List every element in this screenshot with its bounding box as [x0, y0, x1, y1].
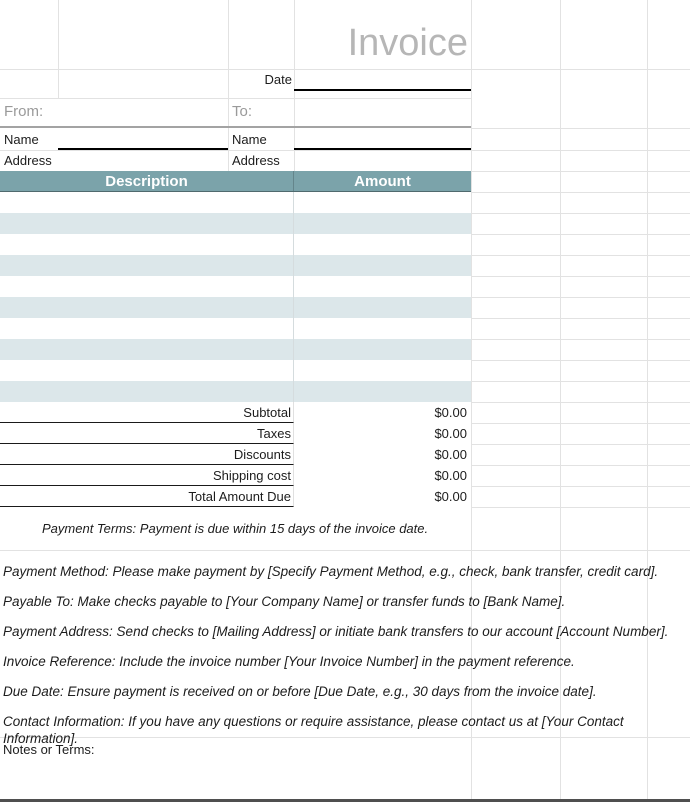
description-cell[interactable]: [0, 318, 294, 339]
payment-note-line: Contact Information: If you have any questions or require assistance, please contact us at [Your Contact Information].: [3, 714, 624, 746]
description-cell[interactable]: [0, 213, 294, 234]
gridline: [471, 234, 690, 235]
to-address-label: Address: [232, 153, 280, 168]
total-label: Discounts: [0, 444, 294, 465]
amount-cell[interactable]: [294, 234, 471, 255]
gridline: [471, 128, 690, 129]
description-cell[interactable]: [0, 381, 294, 402]
notes-or-terms-label: Notes or Terms:: [3, 742, 95, 757]
invoice-title: Invoice: [347, 22, 468, 64]
table-row: [0, 213, 471, 234]
gridline: [471, 171, 690, 172]
payment-notes-section: [3, 563, 687, 746]
to-name-input-cell[interactable]: [294, 128, 471, 150]
from-address-input-cell[interactable]: [58, 150, 228, 171]
total-label: Total Amount Due: [0, 486, 294, 507]
from-heading: From:: [4, 103, 44, 120]
amount-cell[interactable]: [294, 213, 471, 234]
to-name-label: Name: [232, 132, 267, 147]
gridline: [0, 98, 471, 99]
total-row: [0, 402, 471, 423]
table-row: [0, 276, 471, 297]
description-cell[interactable]: [0, 360, 294, 381]
amount-cell[interactable]: [294, 192, 471, 213]
amount-cell[interactable]: [294, 318, 471, 339]
table-row: [0, 234, 471, 255]
payment-note-line: Payable To: Make checks payable to [Your Company Name] or transfer funds to [Bank Name].: [3, 594, 566, 609]
total-row: [0, 423, 471, 444]
totals-section: [0, 402, 471, 507]
table-row: [0, 381, 471, 402]
amount-cell[interactable]: [294, 297, 471, 318]
payment-note-line: Invoice Reference: Include the invoice number [Your Invoice Number] in the payment reference.: [3, 654, 575, 669]
gridline: [228, 0, 229, 171]
notes-input-cell[interactable]: [0, 738, 690, 799]
from-name-label: Name: [4, 132, 39, 147]
total-value-cell[interactable]: $0.00: [434, 426, 467, 441]
payment-note-line: Payment Address: Send checks to [Mailing Address] or initiate bank transfers to our account [Account Number].: [3, 624, 669, 639]
total-row: [0, 486, 471, 507]
table-header-row: [0, 171, 471, 192]
table-row: [0, 192, 471, 213]
payment-note-line: Payment Method: Please make payment by [Specify Payment Method, e.g., check, bank transfer, credit card].: [3, 564, 659, 579]
description-cell[interactable]: [0, 255, 294, 276]
total-row: [0, 465, 471, 486]
total-value-cell[interactable]: $0.00: [434, 468, 467, 483]
gridline: [471, 318, 690, 319]
payment-note-line: Due Date: Ensure payment is received on or before [Due Date, e.g., 30 days from the invoice date].: [3, 684, 597, 699]
gridline: [471, 360, 690, 361]
total-label: Shipping cost: [0, 465, 294, 486]
description-cell[interactable]: [0, 234, 294, 255]
total-label: Subtotal: [0, 402, 294, 423]
gridline: [471, 444, 690, 445]
gridline: [471, 297, 690, 298]
amount-cell[interactable]: [294, 360, 471, 381]
description-cell[interactable]: [0, 297, 294, 318]
table-row: [0, 360, 471, 381]
gridline: [471, 465, 690, 466]
description-cell[interactable]: [0, 339, 294, 360]
gridline: [58, 0, 59, 98]
description-column-header: Description: [0, 171, 294, 191]
gridline: [471, 486, 690, 487]
table-row: [0, 339, 471, 360]
gridline: [471, 276, 690, 277]
gridline: [471, 255, 690, 256]
description-cell[interactable]: [0, 276, 294, 297]
total-label: Taxes: [0, 423, 294, 444]
line-items-table: [0, 192, 471, 402]
to-address-input-cell[interactable]: [294, 150, 471, 171]
date-input-cell[interactable]: [294, 69, 471, 91]
from-name-input-cell[interactable]: [58, 128, 228, 150]
payment-terms-note: Payment Terms: Payment is due within 15 days of the invoice date.: [42, 521, 429, 536]
gridline: [471, 423, 690, 424]
bottom-border-bar: [0, 799, 690, 802]
description-cell[interactable]: [0, 192, 294, 213]
amount-cell[interactable]: [294, 339, 471, 360]
gridline: [471, 192, 690, 193]
gridline: [471, 507, 690, 508]
date-label: Date: [264, 72, 292, 87]
gridline: [0, 550, 690, 551]
total-value-cell[interactable]: $0.00: [434, 447, 467, 462]
total-value-cell[interactable]: $0.00: [434, 489, 467, 504]
table-row: [0, 255, 471, 276]
gridline: [471, 402, 690, 403]
amount-cell[interactable]: [294, 276, 471, 297]
amount-column-header: Amount: [354, 172, 411, 190]
gridline: [471, 339, 690, 340]
gridline: [471, 381, 690, 382]
table-row: [0, 297, 471, 318]
gridline: [471, 213, 690, 214]
amount-cell[interactable]: [294, 255, 471, 276]
total-value-cell[interactable]: $0.00: [434, 405, 467, 420]
amount-cell[interactable]: [294, 381, 471, 402]
total-row: [0, 444, 471, 465]
from-address-label: Address: [4, 153, 52, 168]
table-row: [0, 318, 471, 339]
to-heading: To:: [232, 103, 253, 120]
